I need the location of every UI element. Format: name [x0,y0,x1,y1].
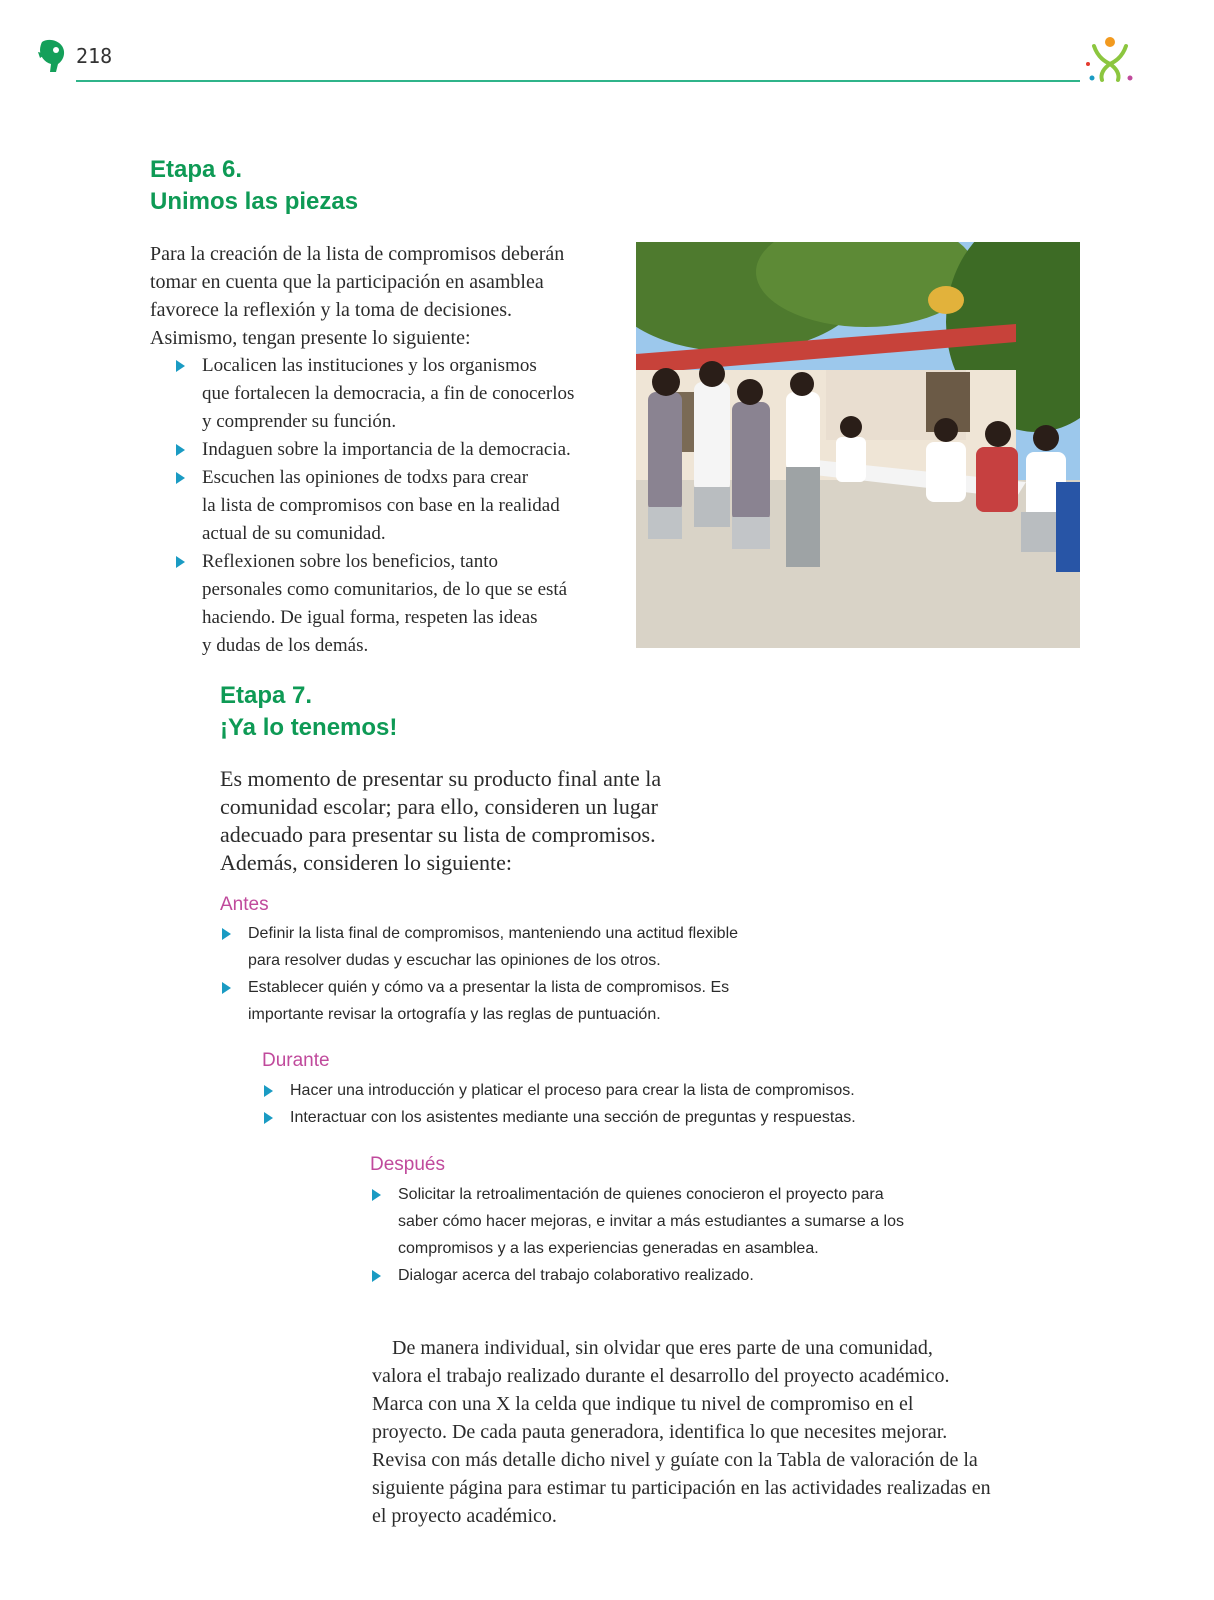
stage6-bullet-list [172,352,632,660]
bullet-line: Interactuar con los asistentes mediante una sección de preguntas y respuestas. [290,1109,856,1126]
bullet-arrow-icon [176,472,185,484]
bullet-line: para resolver dudas y escuchar las opiniones de los otros. [248,952,661,969]
bullet-line: Hacer una introducción y platicar el proceso para crear la lista de compromisos. [290,1082,855,1099]
bullet-line: compromisos y a las experiencias generadas en asamblea. [398,1240,819,1257]
list-item [260,1077,980,1104]
bullet-arrow-icon [264,1085,273,1097]
bullet-line: haciendo. De igual forma, respeten las ideas [202,607,538,628]
intro-line: Además, consideren lo siguiente: [220,850,513,875]
list-item [218,920,838,974]
stage6-title: Unimos las piezas [150,188,359,215]
list-item [172,464,632,548]
bullet-line: que fortalecen la democracia, a fin de conocerlos [202,383,575,404]
bullet-arrow-icon [176,360,185,372]
bullet-line: importante revisar la ortografía y las reglas de puntuación. [248,1006,661,1023]
bullet-arrow-icon [372,1270,381,1282]
closing-line: proyecto. De cada pauta generadora, identifica lo que necesites mejorar. [372,1421,948,1443]
bullet-line: personales como comunitarios, de lo que se está [202,579,568,600]
bullet-line: Solicitar la retroalimentación de quienes conocieron el proyecto para [398,1186,884,1203]
stage7-number: Etapa 7. [220,682,313,709]
stage6-heading [150,154,358,218]
bullet-line: Escuchen las opiniones de todxs para crear [202,467,529,488]
antes-list [218,920,838,1028]
bullet-line: actual de su comunidad. [202,523,386,544]
despues-label: Después [370,1154,445,1175]
closing-line: De manera individual, sin olvidar que eres parte de una comunidad, [372,1337,933,1359]
stage7-intro [220,765,740,877]
stage6-intro [150,240,630,352]
bullet-line: Reflexionen sobre los beneficios, tanto [202,551,499,572]
closing-line: Revisa con más detalle dicho nivel y guíate con la Tabla de valoración de la [372,1449,978,1471]
intro-line: comunidad escolar; para ello, consideren un lugar [220,794,659,819]
bullet-arrow-icon [222,982,231,994]
intro-line: favorece la reflexión y la toma de decisiones. [150,299,513,321]
closing-line: Marca con una X la celda que indique tu nivel de compromiso en el [372,1393,914,1415]
list-item [172,352,632,436]
bullet-line: la lista de compromisos con base en la realidad [202,495,560,516]
despues-list [368,1181,1008,1289]
stage7-heading [220,680,397,744]
students-assembly-photo [636,242,1080,648]
intro-line: tomar en cuenta que la participación en asamblea [150,271,544,293]
stage6-number: Etapa 6. [150,156,243,183]
stage7-title: ¡Ya lo tenemos! [220,714,398,741]
durante-list [260,1077,980,1131]
list-item [368,1262,1008,1289]
antes-label: Antes [220,894,269,915]
bullet-line: Definir la lista final de compromisos, manteniendo una actitud flexible [248,925,739,942]
list-item [260,1104,980,1131]
bullet-line: Localicen las instituciones y los organismos [202,355,537,376]
leaf-figure-icon [36,38,68,74]
list-item [172,436,632,464]
durante-label: Durante [262,1050,330,1071]
closing-line: siguiente página para estimar tu participación en las actividades realizadas en [372,1477,991,1499]
closing-paragraph [372,1306,1072,1530]
closing-line: valora el trabajo realizado durante el desarrollo del proyecto académico. [372,1365,950,1387]
intro-line: Es momento de presentar su producto final ante la [220,766,662,791]
bullet-arrow-icon [222,928,231,940]
bullet-arrow-icon [176,444,185,456]
bullet-line: y comprender su función. [202,411,397,432]
bullet-arrow-icon [176,556,185,568]
bullet-arrow-icon [372,1189,381,1201]
header-rule [76,80,1080,82]
list-item [172,548,632,660]
intro-line: Asimismo, tengan presente lo siguiente: [150,327,471,349]
intro-line: Para la creación de la lista de compromisos deberán [150,243,565,265]
page-number: 218 [76,44,113,68]
bullet-arrow-icon [264,1112,273,1124]
bullet-line: Establecer quién y cómo va a presentar la lista de compromisos. Es [248,979,730,996]
people-logo-icon [1080,34,1140,86]
bullet-line: Dialogar acerca del trabajo colaborativo realizado. [398,1267,754,1284]
list-item [368,1181,1008,1262]
closing-line: el proyecto académico. [372,1505,557,1527]
bullet-line: saber cómo hacer mejoras, e invitar a más estudiantes a sumarse a los [398,1213,905,1230]
bullet-line: y dudas de los demás. [202,635,369,656]
bullet-line: Indaguen sobre la importancia de la democracia. [202,439,571,460]
intro-line: adecuado para presentar su lista de compromisos. [220,822,656,847]
list-item [218,974,838,1028]
